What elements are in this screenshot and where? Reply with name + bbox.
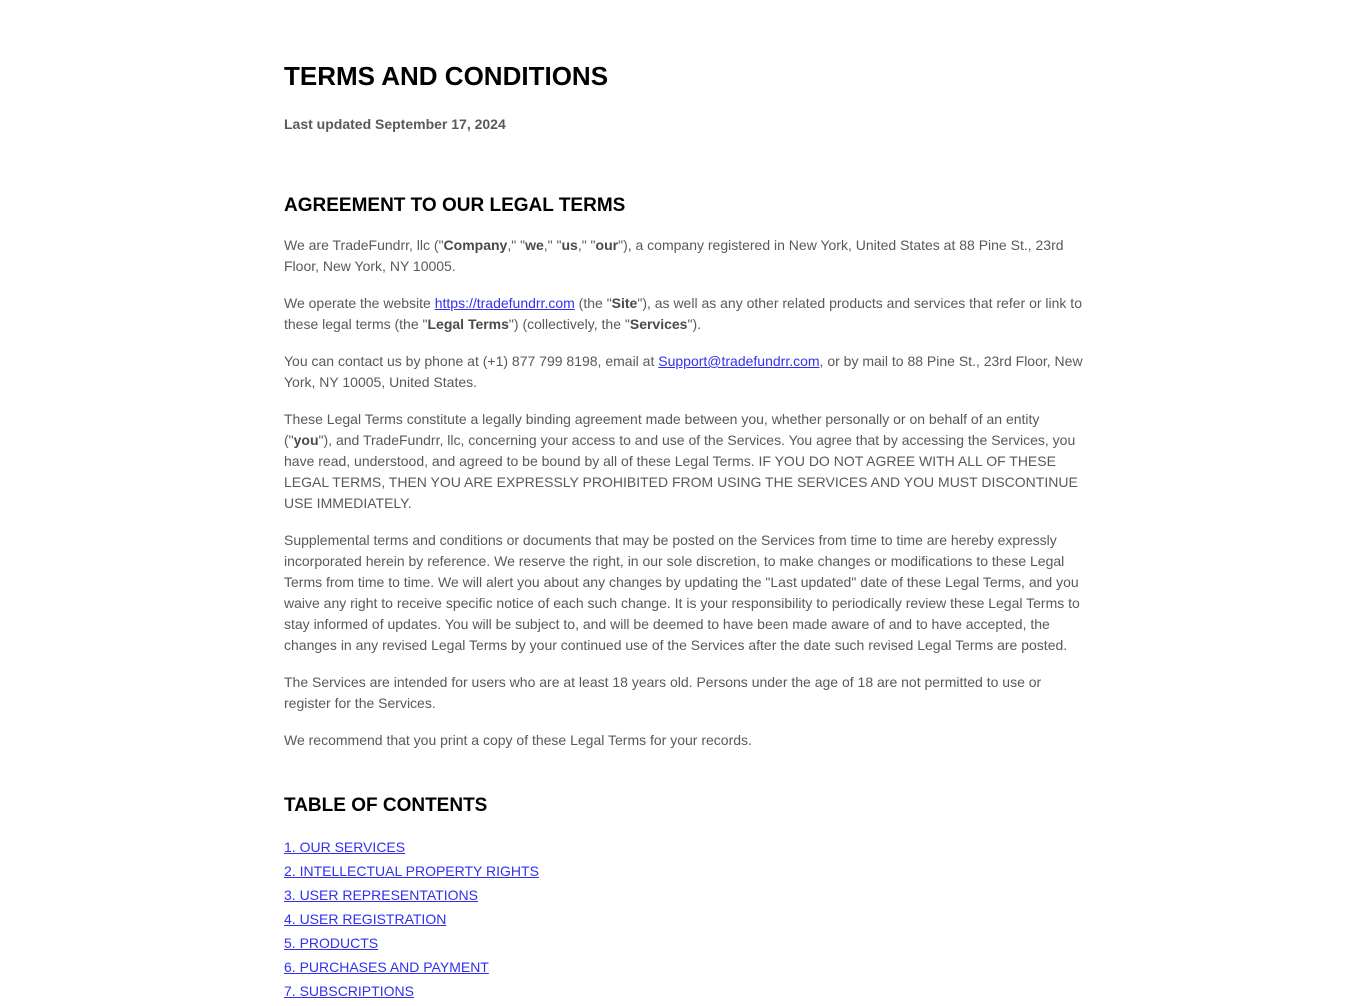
agreement-paragraph-age: The Services are intended for users who are at least 18 years old. Persons under the age of 18 are not permitted to use or register for the Services. [284, 674, 1042, 711]
toc-link-user-representations[interactable]: 3. USER REPRESENTATIONS [284, 887, 478, 903]
table-of-contents [284, 838, 539, 1006]
toc-item [284, 838, 539, 862]
last-updated-date: Last updated September 17, 2024 [284, 116, 506, 132]
agreement-paragraph-binding: These Legal Terms constitute a legally binding agreement made between you, whether personally or on behalf of an entity ("you"), and TradeFundrr, llc, concerning your access to and use of the Services. You agree that by accessing the Services, you have read, understood, and agreed to be bound by all of these Legal Terms. IF YOU DO NOT AGREE WITH ALL OF THESE LEGAL TERMS, THEN YOU ARE EXPRESSLY PROHIBITED FROM USING THE SERVICES AND YOU MUST DISCONTINUE USE IMMEDIATELY. [284, 411, 1078, 511]
page-title: TERMS AND CONDITIONS [284, 61, 609, 91]
agreement-paragraph-company: We are TradeFundrr, llc ("Company," "we," "us," "our"), a company registered in New York, United States at 88 Pine St., 23rd Floor, New York, NY 10005. [284, 237, 1064, 274]
toc-item [284, 862, 539, 886]
toc-item [284, 958, 539, 982]
toc-link-our-services[interactable]: 1. OUR SERVICES [284, 839, 406, 855]
agreement-paragraph-print: We recommend that you print a copy of these Legal Terms for your records. [284, 732, 752, 748]
toc-link-user-registration[interactable]: 4. USER REGISTRATION [284, 911, 447, 927]
support-email-link[interactable]: Support@tradefundrr.com [658, 353, 820, 369]
toc-heading: TABLE OF CONTENTS [284, 795, 488, 816]
toc-item [284, 910, 539, 934]
website-link[interactable]: https://tradefundrr.com [434, 295, 575, 311]
toc-item [284, 982, 539, 1006]
agreement-paragraph-website: We operate the website https://tradefundrr.com (the "Site"), as well as any other related products and services that refer or link to these legal terms (the "Legal Terms") (collectively, the "Services"). [284, 295, 1082, 332]
toc-link-intellectual-property-rights[interactable]: 2. INTELLECTUAL PROPERTY RIGHTS [284, 863, 539, 879]
toc-link-products[interactable]: 5. PRODUCTS [284, 935, 379, 951]
agreement-paragraph-contact: You can contact us by phone at (+1) 877 799 8198, email at Support@tradefundrr.com, or by mail to 88 Pine St., 23rd Floor, New York, NY 10005, United States. [284, 353, 1083, 390]
toc-link-purchases-and-payment[interactable]: 6. PURCHASES AND PAYMENT [284, 959, 489, 975]
agreement-paragraph-supplemental: Supplemental terms and conditions or documents that may be posted on the Services from time to time are hereby expressly incorporated herein by reference. We reserve the right, in our sole discretion, to make changes or modifications to these Legal Terms from time to time. We will alert you about any changes by updating the "Last updated" date of these Legal Terms, and you waive any right to receive specific notice of each such change. It is your responsibility to periodically review these Legal Terms to stay informed of updates. You will be subject to, and will be deemed to have been made aware of and to have accepted, the changes in any revised Legal Terms by your continued use of the Services after the date such revised Legal Terms are posted. [284, 532, 1080, 653]
agreement-heading: AGREEMENT TO OUR LEGAL TERMS [284, 195, 626, 216]
toc-item [284, 934, 539, 958]
toc-item [284, 886, 539, 910]
toc-link-subscriptions[interactable]: 7. SUBSCRIPTIONS [284, 983, 414, 999]
